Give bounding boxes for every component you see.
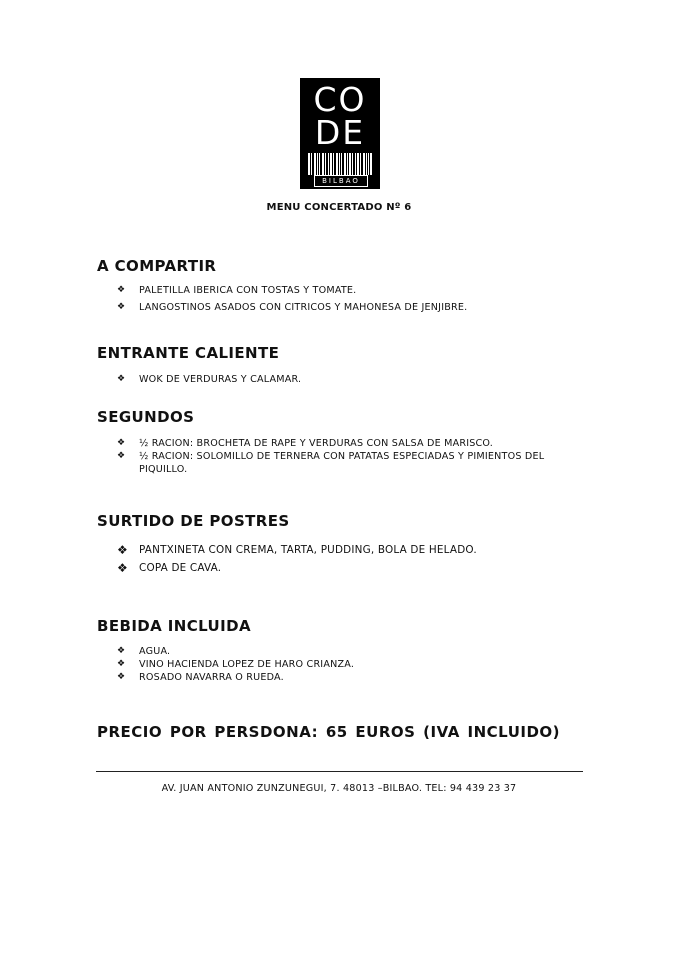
section-list-segundos	[117, 437, 577, 476]
diamond-bullet-icon: ❖	[117, 561, 128, 575]
menu-item	[117, 559, 577, 577]
menu-item-text: AGUA.	[139, 646, 171, 657]
price-line: PRECIO POR PERSDONA: 65 EUROS (IVA INCLUIDO)	[97, 723, 561, 741]
logo-line-1: CO	[313, 80, 367, 119]
menu-item-text: VINO HACIENDA LOPEZ DE HARO CRIANZA.	[139, 659, 355, 670]
menu-item	[117, 437, 577, 450]
section-list-entrante	[117, 373, 577, 386]
menu-item	[117, 645, 577, 658]
logo-city: BILBAO	[314, 175, 368, 187]
footer-address: AV. JUAN ANTONIO ZUNZUNEGUI, 7. 48013 –BILBAO. TEL: 94 439 23 37	[161, 783, 517, 794]
menu-item-text: WOK DE VERDURAS Y CALAMAR.	[139, 374, 302, 385]
menu-item-text: COPA DE CAVA.	[139, 562, 222, 574]
section-heading-postres: SURTIDO DE POSTRES	[97, 512, 290, 530]
diamond-bullet-icon: ❖	[117, 451, 126, 461]
menu-item	[117, 541, 577, 559]
diamond-bullet-icon: ❖	[117, 543, 128, 557]
logo-line-2: DE	[314, 113, 366, 152]
menu-item-text: ½ RACION: BROCHETA DE RAPE Y VERDURAS CON SALSA DE MARISCO.	[139, 438, 494, 449]
section-list-bebida	[117, 645, 577, 684]
logo-wordmark	[300, 78, 380, 152]
menu-item-text: PANTXINETA CON CREMA, TARTA, PUDDING, BOLA DE HELADO.	[139, 544, 477, 556]
menu-item	[117, 284, 577, 297]
menu-item	[117, 301, 577, 314]
section-list-compartir	[117, 284, 577, 314]
section-list-postres	[117, 541, 577, 577]
section-heading-entrante: ENTRANTE CALIENTE	[97, 344, 280, 362]
menu-item	[117, 671, 577, 684]
diamond-bullet-icon: ❖	[117, 646, 126, 656]
diamond-bullet-icon: ❖	[117, 672, 126, 682]
menu-item	[117, 373, 577, 386]
menu-item-text: LANGOSTINOS ASADOS CON CITRICOS Y MAHONESA DE JENJIBRE.	[139, 302, 468, 313]
menu-item-text: ROSADO NAVARRA O RUEDA.	[139, 672, 284, 683]
barcode-icon	[308, 153, 372, 175]
menu-item-text: PALETILLA IBERICA CON TOSTAS Y TOMATE.	[139, 285, 357, 296]
diamond-bullet-icon: ❖	[117, 374, 126, 384]
diamond-bullet-icon: ❖	[117, 438, 126, 448]
menu-item	[117, 658, 577, 671]
section-heading-bebida: BEBIDA INCLUIDA	[97, 617, 251, 635]
section-heading-compartir: A COMPARTIR	[97, 257, 217, 275]
diamond-bullet-icon: ❖	[117, 659, 126, 669]
menu-title: MENU CONCERTADO Nº 6	[266, 202, 412, 213]
footer-divider	[96, 771, 583, 772]
menu-item	[117, 450, 577, 476]
diamond-bullet-icon: ❖	[117, 302, 126, 312]
diamond-bullet-icon: ❖	[117, 285, 126, 295]
menu-item-text: ½ RACION: SOLOMILLO DE TERNERA CON PATATAS ESPECIADAS Y PIMIENTOS DEL PIQUILLO.	[139, 451, 545, 475]
section-heading-segundos: SEGUNDOS	[97, 408, 195, 426]
code-bilbao-logo	[300, 78, 380, 189]
